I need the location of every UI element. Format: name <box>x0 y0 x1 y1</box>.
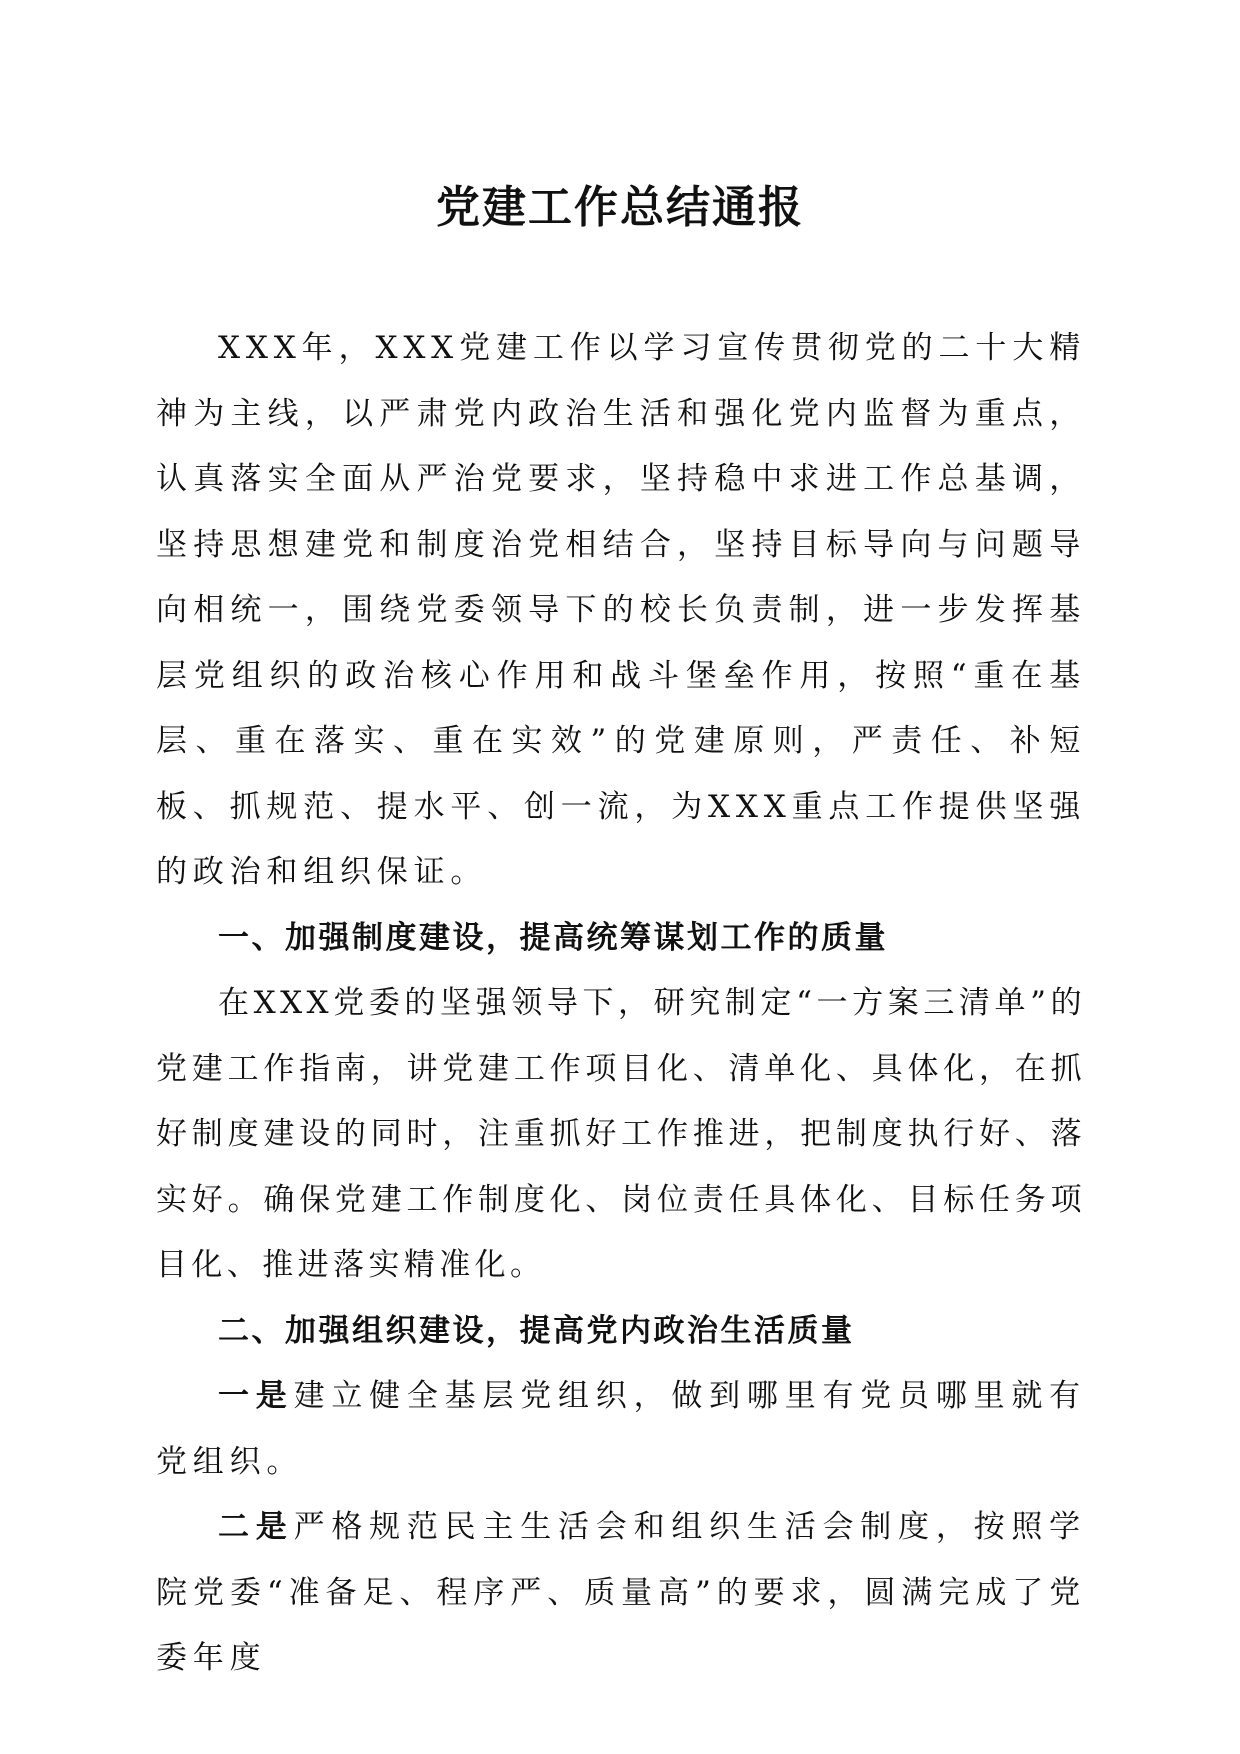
paragraph-lead: 二是 <box>218 1509 294 1545</box>
document-title: 党建工作总结通报 <box>436 182 804 233</box>
paragraph-text: 在XXX党委的坚强领导下，研究制定“一方案三清单”的党建工作指南，讲党建工作项目化、清单化、具体化，在抓好制度建设的同时，注重抓好工作推进，把制度执行好、落实好。确保党建工作制度化、岗位责任具体化、目标任务项目化、推进落实精准化。 <box>156 985 1086 1283</box>
section-2-paragraph-2 <box>156 1495 1086 1692</box>
paragraph-text: 严格规范民主生活会和组织生活会制度，按照学院党委“准备足、程序严、质量高”的要求，圆满完成了党委年度 <box>156 1509 1086 1676</box>
section-2-paragraph-1 <box>156 1364 1086 1495</box>
section-1-heading: 一、加强制度建设，提高统筹谋划工作的质量 <box>218 919 888 956</box>
paragraph-lead: 一是 <box>218 1378 294 1414</box>
intro-paragraph: XXX年，XXX党建工作以学习宣传贯彻党的二十大精神为主线，以严肃党内政治生活和强化党内监督为重点，认真落实全面从严治党要求，坚持稳中求进工作总基调，坚持思想建党和制度治党相结合，坚持目标导向与问题导向相统一，围绕党委领导下的校长负责制，进一步发挥基层党组织的政治核心作用和战斗堡垒作用，按照“重在基层、重在落实、重在实效”的党建原则，严责任、补短板、抓规范、提水平、创一流，为XXX重点工作提供坚强的政治和组织保证。 <box>156 330 1087 890</box>
paragraph-text: 建立健全基层党组织，做到哪里有党员哪里就有党组织。 <box>156 1378 1086 1480</box>
document-body <box>156 316 1086 1692</box>
section-1-paragraph <box>156 971 1086 1299</box>
section-2-heading: 二、加强组织建设，提高党内政治生活质量 <box>218 1312 855 1349</box>
